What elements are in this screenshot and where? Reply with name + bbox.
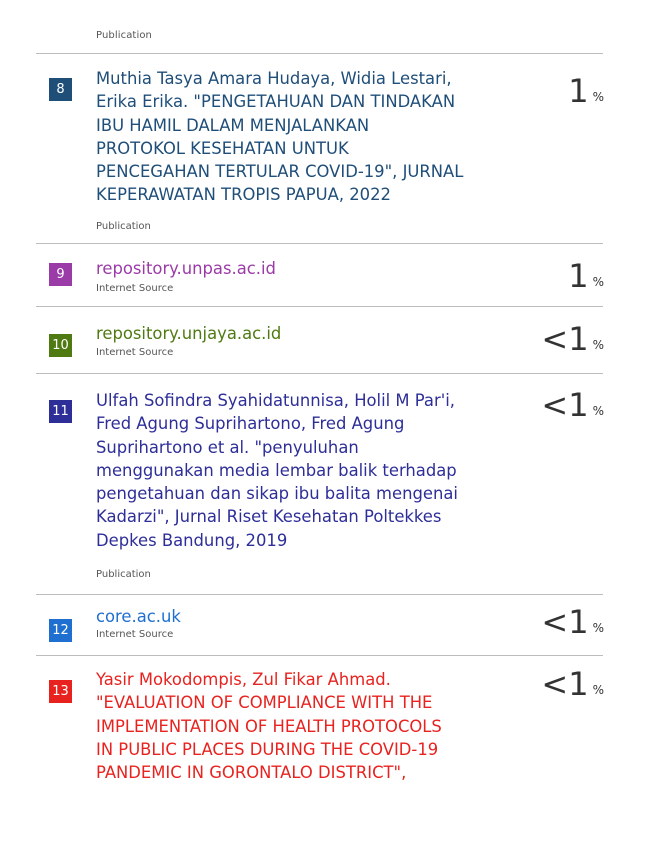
- source-title-line: Kadarzi", Jurnal Riset Kesehatan Poltekkes: [96, 507, 442, 527]
- source-title-line: IBU HAMIL DALAM MENJALANKAN: [96, 115, 370, 135]
- source-number-badge: 9: [49, 263, 72, 286]
- source-number-badge: 12: [49, 619, 72, 642]
- match-percentage: [541, 386, 604, 424]
- source-title[interactable]: [96, 668, 516, 784]
- divider: [36, 373, 603, 374]
- source-title-line: Yasir Mokodompis, Zul Fikar Ahmad.: [96, 670, 391, 689]
- source-title[interactable]: [96, 67, 516, 207]
- source-number-badge: 11: [49, 400, 72, 423]
- source-number-badge: 13: [49, 680, 72, 703]
- source-type-label: Internet Source: [96, 283, 174, 294]
- source-title-line: PANDEMIC IN GORONTALO DISTRICT",: [96, 763, 407, 783]
- source-title[interactable]: [96, 605, 516, 628]
- percent-sign: %: [592, 621, 604, 635]
- source-title-line: core.ac.uk: [96, 607, 181, 626]
- percent-sign: %: [592, 683, 604, 697]
- percent-sign: %: [592, 404, 604, 418]
- source-title-line: Ulfah Sofindra Syahidatunnisa, Holil M Par'i,: [96, 391, 455, 410]
- divider: [36, 594, 603, 595]
- match-percentage-value: <1: [541, 603, 589, 641]
- source-title[interactable]: [96, 322, 516, 345]
- source-title-line: pengetahuan dan sikap ibu balita mengenai: [96, 484, 458, 504]
- divider: [36, 53, 603, 54]
- source-title-line: PROTOKOL KESEHATAN UNTUK: [96, 138, 349, 158]
- source-title-line: Erika Erika. "PENGETAHUAN DAN TINDAKAN: [96, 92, 456, 112]
- source-title[interactable]: [96, 389, 516, 552]
- match-percentage-value: 1: [568, 72, 589, 110]
- source-title[interactable]: [96, 257, 516, 280]
- match-percentage-value: 1: [568, 257, 589, 295]
- match-percentage: [541, 603, 604, 641]
- previous-source-type-label: Publication: [96, 30, 152, 41]
- divider: [36, 243, 603, 244]
- divider: [36, 306, 603, 307]
- match-percentage: [568, 257, 604, 295]
- source-title-line: Muthia Tasya Amara Hudaya, Widia Lestari,: [96, 69, 452, 88]
- source-type-label: Internet Source: [96, 629, 174, 640]
- percent-sign: %: [592, 338, 604, 352]
- source-title-line: "EVALUATION OF COMPLIANCE WITH THE: [96, 693, 433, 713]
- match-percentage-value: <1: [541, 665, 589, 703]
- percent-sign: %: [592, 90, 604, 104]
- source-title-line: menggunakan media lembar balik terhadap: [96, 460, 457, 480]
- source-type-label: Internet Source: [96, 347, 174, 358]
- source-title-line: PENCEGAHAN TERTULAR COVID-19", JURNAL: [96, 162, 464, 182]
- source-type-label: Publication: [96, 221, 151, 232]
- source-title-line: KEPERAWATAN TROPIS PAPUA, 2022: [96, 185, 391, 205]
- source-type-label: Publication: [96, 569, 151, 580]
- match-percentage-value: <1: [541, 320, 589, 358]
- percent-sign: %: [592, 275, 604, 289]
- source-title-line: Fred Agung Suprihartono, Fred Agung: [96, 414, 405, 434]
- match-percentage: [541, 665, 604, 703]
- source-number-badge: 10: [49, 334, 72, 357]
- source-number-badge: 8: [49, 78, 72, 101]
- source-title-line: IN PUBLIC PLACES DURING THE COVID-19: [96, 739, 439, 759]
- source-title-line: IMPLEMENTATION OF HEALTH PROTOCOLS: [96, 716, 442, 736]
- source-title-line: Depkes Bandung, 2019: [96, 530, 288, 550]
- source-title-line: repository.unjaya.ac.id: [96, 324, 282, 343]
- source-title-line: repository.unpas.ac.id: [96, 259, 276, 278]
- divider: [36, 655, 603, 656]
- match-percentage-value: <1: [541, 386, 589, 424]
- match-percentage: [541, 320, 604, 358]
- match-percentage: [568, 72, 604, 110]
- source-title-line: Suprihartono et al. "penyuluhan: [96, 437, 359, 457]
